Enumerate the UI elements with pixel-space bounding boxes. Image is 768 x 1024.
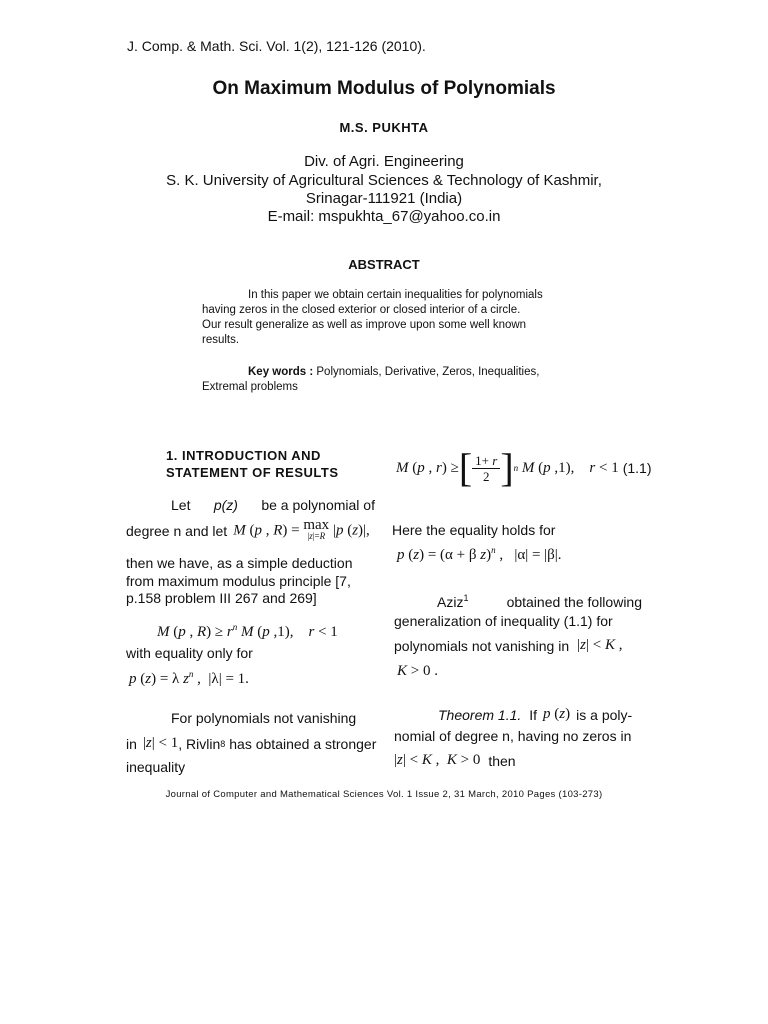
abstract-line: having zeros in the closed exterior or closed interior of a circle. <box>202 304 521 316</box>
math-inline: |z| < K , K > 0 <box>394 752 481 768</box>
section-heading-line: 1. INTRODUCTION AND <box>166 448 321 463</box>
affiliation-email: E-mail: mspukhta_67@yahoo.co.in <box>267 208 501 225</box>
paragraph-line: from maximum modulus principle [7, <box>126 573 351 589</box>
paper-title: On Maximum Modulus of Polynomials <box>212 78 556 99</box>
author-name: M.S. PUKHTA <box>339 120 429 135</box>
text-span: obtained the following <box>506 594 642 610</box>
equation-equality-case-2: p (z) = (α + β z)$^n$ , |α| = |β|. <box>397 545 562 563</box>
section-heading-line: STATEMENT OF RESULTS <box>166 465 339 480</box>
text-span: is a poly- <box>576 706 633 723</box>
text-span: in <box>126 735 137 752</box>
paragraph-line <box>438 706 632 723</box>
text-span: Let <box>171 497 191 513</box>
paragraph-line <box>394 752 516 769</box>
paragraph-line <box>394 637 622 654</box>
paragraph-line: then we have, as a simple deduction <box>126 555 353 571</box>
equation-1-1: M (p , r) ≥ [ $\frac{1+ r}{2}$ ] n M (p ,1), r < 1 (1.1) <box>396 445 652 490</box>
equation-equality-case: p (z) = λ $z^n$ , |λ| = 1. <box>129 669 249 687</box>
keywords-line-2: Extremal problems <box>202 381 298 393</box>
math-max-definition: M (p , R) = max |z|=R |p (z)|, <box>233 517 370 541</box>
journal-citation: J. Comp. & Math. Sci. Vol. 1(2), 121-126 (2010). <box>127 38 426 54</box>
abstract-line: In this paper we obtain certain inequalities for polynomials <box>248 289 543 301</box>
math-inline: |z| < 1 <box>142 735 179 751</box>
paragraph-line <box>437 594 642 610</box>
paragraph-line: in |z| < 1 , Rivlin 8 has obtained a stronger <box>126 735 377 752</box>
citation-ref: 1 <box>463 593 469 603</box>
math-inline: |z| < K , <box>577 637 623 653</box>
page-footer: Journal of Computer and Mathematical Sciences Vol. 1 Issue 2, 31 March, 2010 Pages (103-273) <box>165 789 603 800</box>
affiliation-department: Div. of Agri. Engineering <box>304 153 464 170</box>
paragraph-line: nomial of degree n, having no zeros in <box>394 728 632 744</box>
text-span: then <box>488 752 516 769</box>
math-inline: K > 0 . <box>397 663 438 679</box>
abstract-line: Our result generalize as well as improve upon some well known <box>202 319 527 331</box>
text-span: degree n and let <box>126 523 228 539</box>
equation-label: (1.1) <box>622 460 652 476</box>
text-span: has obtained a stronger <box>229 735 377 752</box>
paragraph-line: For polynomials not vanishing <box>171 710 357 726</box>
equation-maximum-modulus: M (p , $R) \ge r^n$ M (p ,1), r < 1 <box>157 622 338 640</box>
affiliation-university: S. K. University of Agricultural Sciences & Technology of Kashmir, <box>166 172 602 189</box>
paragraph-line: generalization of inequality (1.1) for <box>394 613 613 629</box>
text-span: If <box>529 706 538 723</box>
abstract-line: results. <box>202 334 240 346</box>
math-inline: p (z) <box>543 706 571 722</box>
paragraph-line: Here the equality holds for <box>392 522 556 538</box>
abstract-heading: ABSTRACT <box>348 257 420 272</box>
text-span: Aziz <box>437 594 464 610</box>
affiliation-city: Srinagar-111921 (India) <box>305 190 463 207</box>
theorem-label: Theorem 1.1. <box>438 706 522 723</box>
keywords-label: Key words : <box>248 366 314 378</box>
text-span: be a polynomial of <box>261 497 375 513</box>
text-span: , Rivlin <box>178 735 221 752</box>
paragraph-line: inequality <box>126 759 186 775</box>
paragraph-line <box>126 517 370 542</box>
paragraph-line: p.158 problem III 267 and 269] <box>126 590 317 606</box>
text-span: polynomials not vanishing in <box>394 637 570 654</box>
paragraph-line <box>171 497 375 513</box>
keywords-line <box>248 366 539 378</box>
keywords-list: Polynomials, Derivative, Zeros, Inequalities, <box>316 366 540 378</box>
math-inline: p(z) <box>213 497 238 513</box>
paragraph-line: with equality only for <box>126 645 253 661</box>
